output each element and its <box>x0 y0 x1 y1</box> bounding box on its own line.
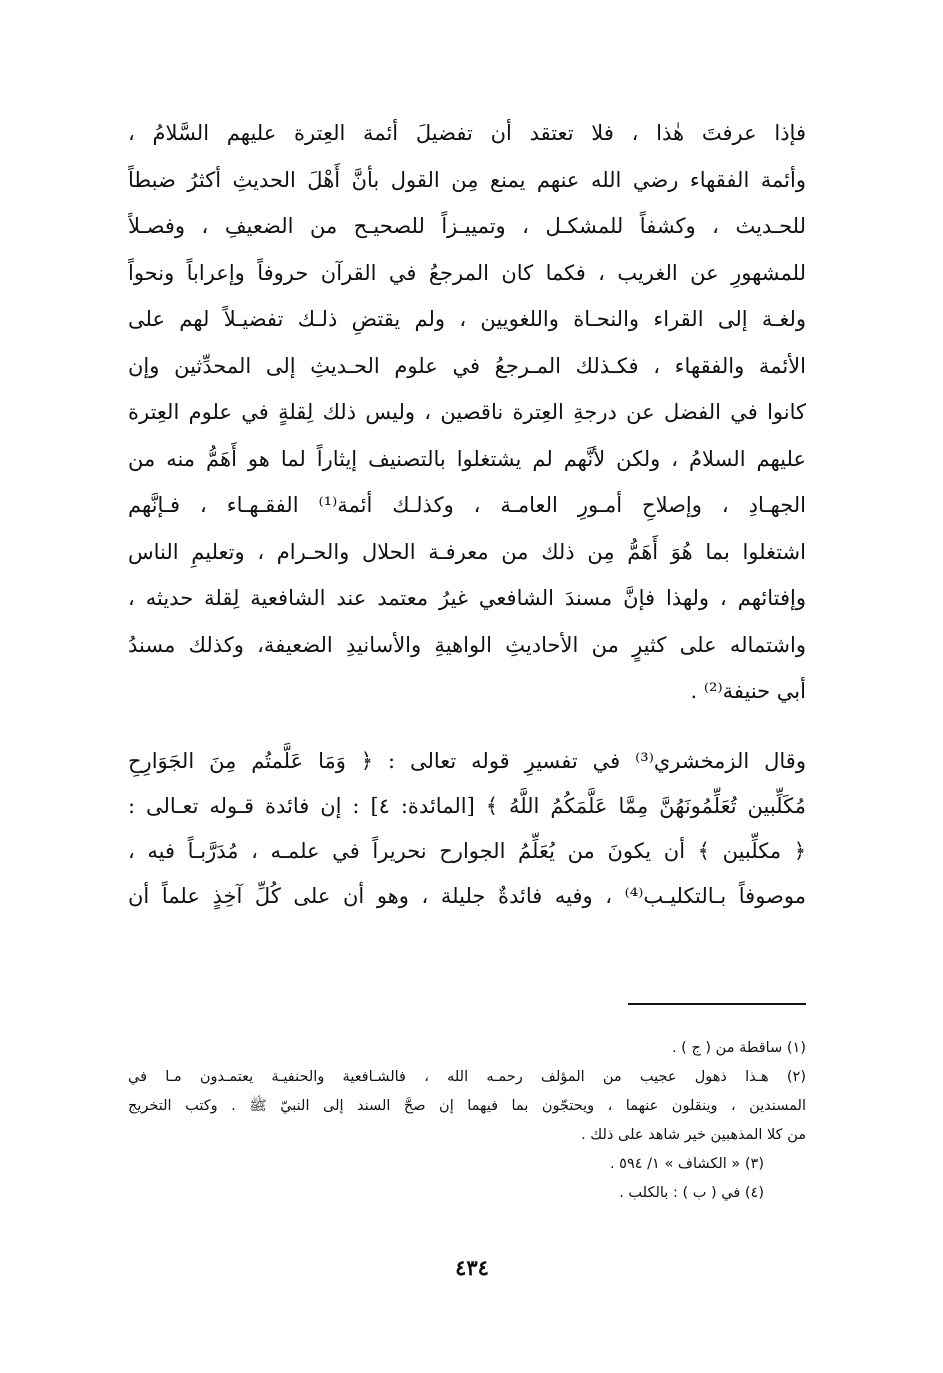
text-line: الأئمة والفقهاء ، فكـذلك المـرجعُ في علوم الحـديثِ إلى المحدِّثين وإن <box>128 353 806 378</box>
footnote-1: (١) ساقطة من ( ج ) . <box>671 1040 806 1056</box>
text-line: وقال الزمخشري⁽³⁾ في تفسيرِ قوله تعالى : ﴿ وَمَا عَلَّمتُم مِنَ الجَوَارِحِ <box>128 749 806 773</box>
text-line: ﴿ مكلِّبين ﴾ أن يكونَ من يُعَلِّمُ الجوارح نحريراً في علمـه ، مُدَرَّبـاً فيه ، <box>128 839 806 863</box>
page-number: ٤٣٤ <box>455 1255 489 1280</box>
text-line: وأئمة الفقهاء رضي الله عنهم يمنع مِن القول بأنَّ أَهْلَ الحديثِ أكثرُ ضبطاً <box>128 167 806 192</box>
text-line: فإذا عرفتَ هٰذا ، فلا تعتقد أن تفضيلَ أئمة العِترة عليهم السَّلامُ ، <box>128 121 806 145</box>
text-line: عليهم السلامُ ، ولكن لأنَّهم لم يشتغلوا بالتصنيف إيثاراً لما هو أَهَمُّ منه من <box>128 446 806 471</box>
footnote-4: (٤) في ( ب ) : بالكلب . <box>619 1185 764 1201</box>
footnote-2-line-3: من كلا المذهبين خير شاهد على ذلك . <box>581 1127 806 1143</box>
text-line: واشتماله على كثيرٍ من الأحاديثِ الواهيةِ والأسانيدِ الضعيفة، وكذلك مسندُ <box>128 632 806 657</box>
footnote-2-line-2: المسندين ، وينقلون عنهما ، ويحتجّون بما فيهما إن صحَّ السند إلى النبيّ ﷺ . وكتب التخريج <box>128 1098 806 1114</box>
text-line: ولغـة إلى القراء والنحـاة واللغويين ، ولم يقتضِ ذلـك تفضيـلاً لهم على <box>128 307 806 331</box>
footnote-separator <box>628 1003 806 1005</box>
text-line: الجهـادِ ، وإصلاحِ أمـورِ العامـة ، وكذلـك أئمة⁽¹⁾ الفقـهـاء ، فـإنَّهم <box>128 493 806 517</box>
footnotes <box>128 1034 806 1208</box>
text-line: كانوا في الفضل عن درجةِ العِترة ناقصين ، وليس ذلك لِقلةٍ في علوم العِترة <box>128 400 806 424</box>
footnote-3: (٣) « الكشاف » ١/ ٥٩٤ . <box>609 1156 764 1172</box>
text-line: للحـديث ، وكشفاً للمشكـل ، وتمييـزاً للصحيـح من الضعيفِ ، وفصـلاً <box>128 214 806 238</box>
text-line: اشتغلوا بما هُوَ أَهَمُّ مِن ذلك من معرفـة الحلال والحـرام ، وتعليمِ الناس <box>128 539 806 564</box>
text-line: للمشهورِ عن الغريب ، فكما كان المرجعُ في القرآن حروفاً وإعراباً ونحواً <box>128 260 806 285</box>
main-text-paragraph-1 <box>128 110 806 715</box>
text-line: موصوفاً بـالتكليـب⁽⁴⁾ ، وفيه فائدةٌ جليلة ، وهو أن على كُلِّ آخِذٍ علماً أن <box>128 884 806 908</box>
text-line: مُكَلِّبين تُعَلِّمُونَهُنَّ مِمَّا عَلَّمَكُمُ اللَّهُ ﴾ [المائدة: ٤] : إن فائدة قـوله تعـالى : <box>128 794 806 818</box>
main-text-paragraph-2 <box>128 739 806 919</box>
text-line: وإفتائهم ، ولهذا فإنَّ مسندَ الشافعي غيرُ معتمد عند الشافعية لِقلة حديثه ، <box>128 586 806 610</box>
text-line: أبي حنيفة⁽²⁾ . <box>690 679 806 703</box>
footnote-2-line-1: (٢) هـذا ذهول عجيب من المؤلف رحمـه الله ، فالشـافعية والحنفيـة يعتمـدون مـا في <box>128 1069 806 1085</box>
